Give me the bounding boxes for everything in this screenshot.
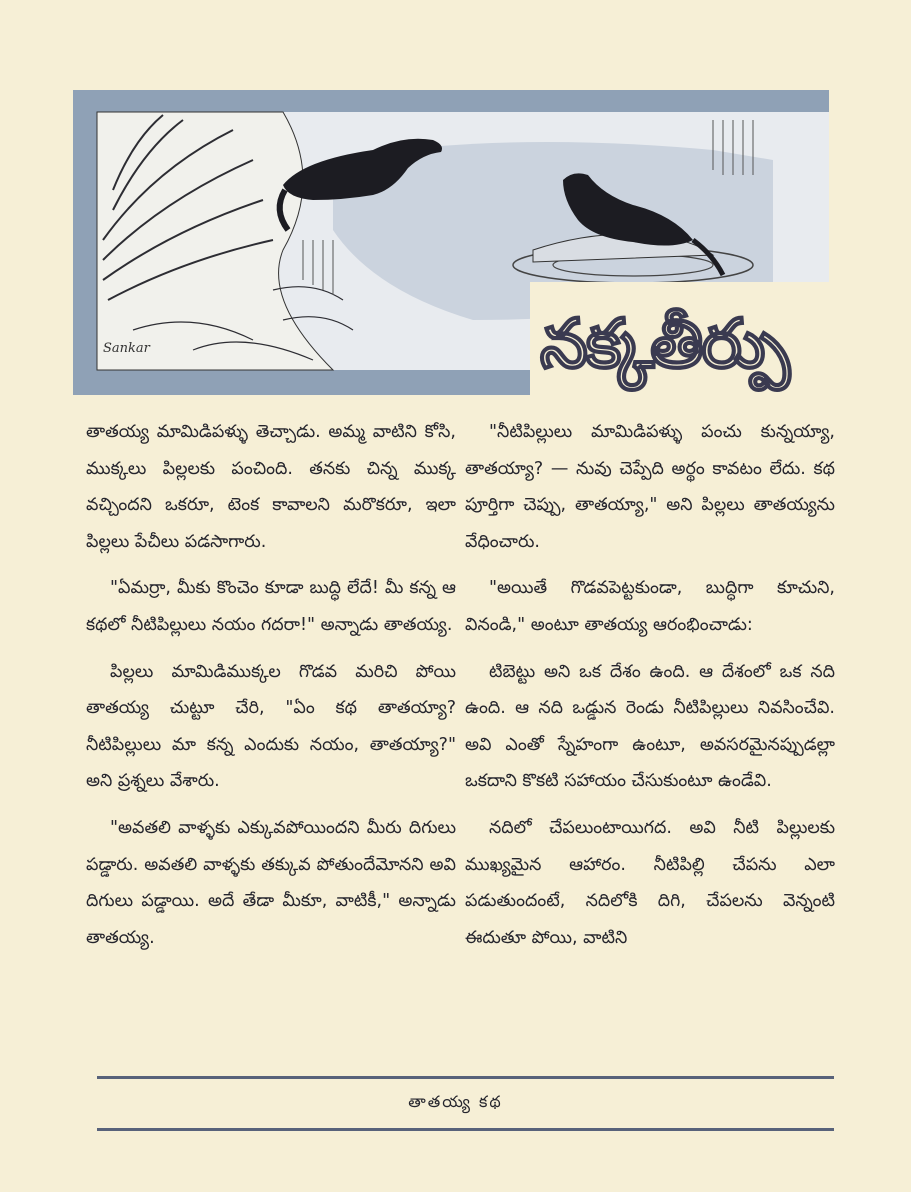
paragraph: టిబెట్టు అని ఒక దేశం ఉంది. ఆ దేశంలో ఒక నది ఉంది. ఆ నది ఒడ్డున రెండు నీటిపిల్లులు నివసించేవి. అవి ఎంతో స్నేహంగా ఉంటూ, అవసరమైనప్పుడల్లా ఒకదాని కొకటి సహాయం చేసుకుంటూ ఉండేవి. <box>465 661 835 792</box>
paragraph: "ఏమర్రా, మీకు కొంచెం కూడా బుద్ధి లేదే! మీ కన్న ఆ కథలో నీటిపిల్లులు నయం గదరా!" అన్నాడు తాతయ్య. <box>86 578 456 635</box>
right-text-column <box>465 414 835 966</box>
left-text-column <box>86 414 456 966</box>
paragraph: తాతయ్య మామిడిపళ్ళు తెచ్చాడు. అమ్మ వాటిని కోసి, ముక్కలు పిల్లలకు పంచింది. తనకు చిన్న ముక్క వచ్చిందని ఒకరూ, టెంక కావాలని మరొకరూ, ఇలా పిల్లలు పేచీలు పడసాగారు. <box>86 422 456 552</box>
footer-top-rule <box>97 1076 834 1079</box>
paragraph: "నీటిపిల్లులు మామిడిపళ్ళు పంచు కున్నయ్యా, తాతయ్యా? — నువు చెప్పేది అర్థం కావటం లేదు. కథ పూర్తిగా చెప్పు, తాతయ్యా," అని పిల్లలు తాతయ్యను వేధించారు. <box>465 422 835 552</box>
artist-signature: Sankar <box>103 341 150 356</box>
paragraph: "అయితే గొడవపెట్టకుండా, బుద్ధిగా కూచుని, వినండి," అంటూ తాతయ్య ఆరంభించాడు: <box>465 578 835 635</box>
paragraph: పిల్లలు మామిడిముక్కల గొడవ మరిచి పోయి తాతయ్య చుట్టూ చేరి, "ఏం కథ తాతయ్యా? నీటిపిల్లులు మా కన్న ఎందుకు నయం, తాతయ్యా?" అని ప్రశ్నలు వేశారు. <box>86 661 456 792</box>
running-footer: తాతయ్య కథ <box>408 1092 503 1111</box>
story-title: నక్కతీర్పు <box>540 305 788 384</box>
paragraph: "అవతలి వాళ్ళకు ఎక్కువపోయిందని మీరు దిగులు పడ్డారు. అవతలి వాళ్ళకు తక్కువ పోతుందేమోనని అవి దిగులు పడ్డాయి. అదే తేడా మీకూ, వాటికీ," అన్నాడు తాతయ్య. <box>86 817 456 948</box>
footer-bottom-rule <box>97 1128 834 1131</box>
paragraph: నదిలో చేపలుంటాయిగద. అవి నీటి పిల్లులకు ముఖ్యమైన ఆహారం. నీటిపిల్లి చేపను ఎలా పడుతుందంటే, నదిలోకి దిగి, చేపలను వెన్నంటి ఈదుతూ పోయి, వాటిని <box>465 817 835 948</box>
